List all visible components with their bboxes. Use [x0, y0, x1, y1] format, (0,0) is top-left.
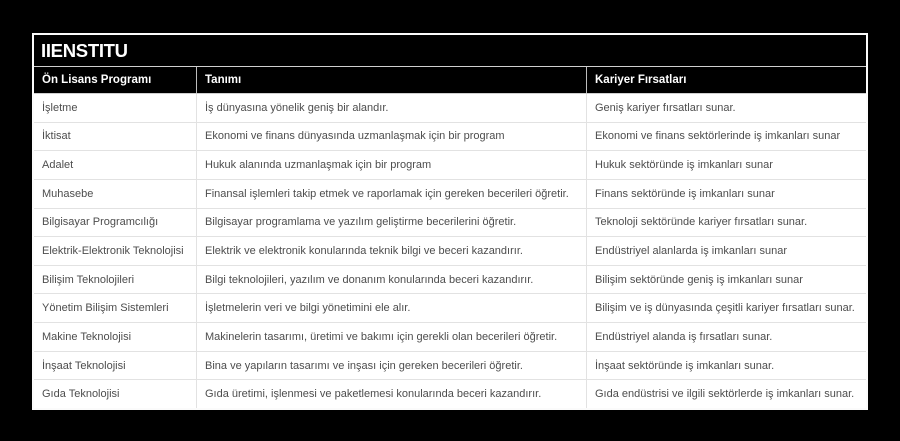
table-body [34, 94, 866, 408]
description-cell: Elektrik ve elektronik konularında teknik bilgi ve beceri kazandırır. [196, 237, 586, 265]
program-cell: Bilişim Teknolojileri [42, 273, 135, 286]
career-cell: Bilişim sektöründe geniş iş imkanları sunar [586, 266, 866, 294]
description-cell: Makinelerin tasarımı, üretimi ve bakımı için gerekli olan becerileri öğretir. [196, 323, 586, 351]
description-cell: Bilgi teknolojileri, yazılım ve donanım konularında beceri kazandırır. [196, 266, 586, 294]
column-header-career: Kariyer Fırsatları [586, 67, 866, 93]
career-cell: İnşaat sektöründe iş imkanları sunar. [586, 352, 866, 380]
career-cell: Gıda endüstrisi ve ilgili sektörlerde iş imkanları sunar. [586, 380, 866, 408]
description-cell: İşletmelerin veri ve bilgi yönetimini ele alır. [196, 294, 586, 322]
table-row [34, 179, 866, 208]
description-cell: Bilgisayar programlama ve yazılım geliştirme becerilerini öğretir. [196, 209, 586, 237]
program-cell: Yönetim Bilişim Sistemleri [42, 302, 169, 315]
description-cell: Bina ve yapıların tasarımı ve inşası için gereken becerileri öğretir. [196, 352, 586, 380]
table-header-row [34, 67, 866, 94]
program-cell: İktisat [42, 130, 71, 143]
table-row [34, 94, 866, 122]
program-cell: Adalet [42, 159, 74, 172]
career-cell: Endüstriyel alanlarda iş imkanları sunar [586, 237, 866, 265]
program-cell: Muhasebe [42, 187, 94, 200]
page-title: IIENSTITU [41, 39, 128, 61]
career-cell: Endüstriyel alanda iş fırsatları sunar. [586, 323, 866, 351]
description-cell: Finansal işlemleri takip etmek ve raporlamak için gereken becerileri öğretir. [196, 180, 586, 208]
table-row [34, 351, 866, 380]
career-cell: Teknoloji sektöründe kariyer fırsatları sunar. [586, 209, 866, 237]
table-row [34, 208, 866, 237]
table-row [34, 379, 866, 408]
program-cell: Gıda Teknolojisi [42, 388, 120, 401]
table-row [34, 293, 866, 322]
program-cell: Elektrik-Elektronik Teknolojisi [42, 245, 184, 258]
column-header-description: Tanımı [196, 67, 586, 93]
career-cell: Finans sektöründe iş imkanları sunar [586, 180, 866, 208]
program-cell: Makine Teknolojisi [42, 330, 132, 343]
career-cell: Bilişim ve iş dünyasında çeşitli kariyer fırsatları sunar. [586, 294, 866, 322]
career-cell: Geniş kariyer fırsatları sunar. [586, 94, 866, 122]
table-row [34, 322, 866, 351]
career-cell: Ekonomi ve finans sektörlerinde iş imkanları sunar [586, 123, 866, 151]
description-cell: Hukuk alanında uzmanlaşmak için bir program [196, 151, 586, 179]
table-row [34, 122, 866, 151]
table-row [34, 236, 866, 265]
program-cell: İnşaat Teknolojisi [42, 359, 126, 372]
description-cell: Gıda üretimi, işlenmesi ve paketlemesi konularında beceri kazandırır. [196, 380, 586, 408]
program-cell: Bilgisayar Programcılığı [42, 216, 159, 229]
programs-table [32, 33, 868, 410]
description-cell: Ekonomi ve finans dünyasında uzmanlaşmak için bir program [196, 123, 586, 151]
career-cell: Hukuk sektöründe iş imkanları sunar [586, 151, 866, 179]
program-cell: İşletme [42, 101, 78, 114]
table-row [34, 150, 866, 179]
column-header-program: Ön Lisans Programı [42, 74, 152, 86]
table-row [34, 265, 866, 294]
description-cell: İş dünyasına yönelik geniş bir alandır. [196, 94, 586, 122]
table-title-bar [34, 35, 866, 67]
